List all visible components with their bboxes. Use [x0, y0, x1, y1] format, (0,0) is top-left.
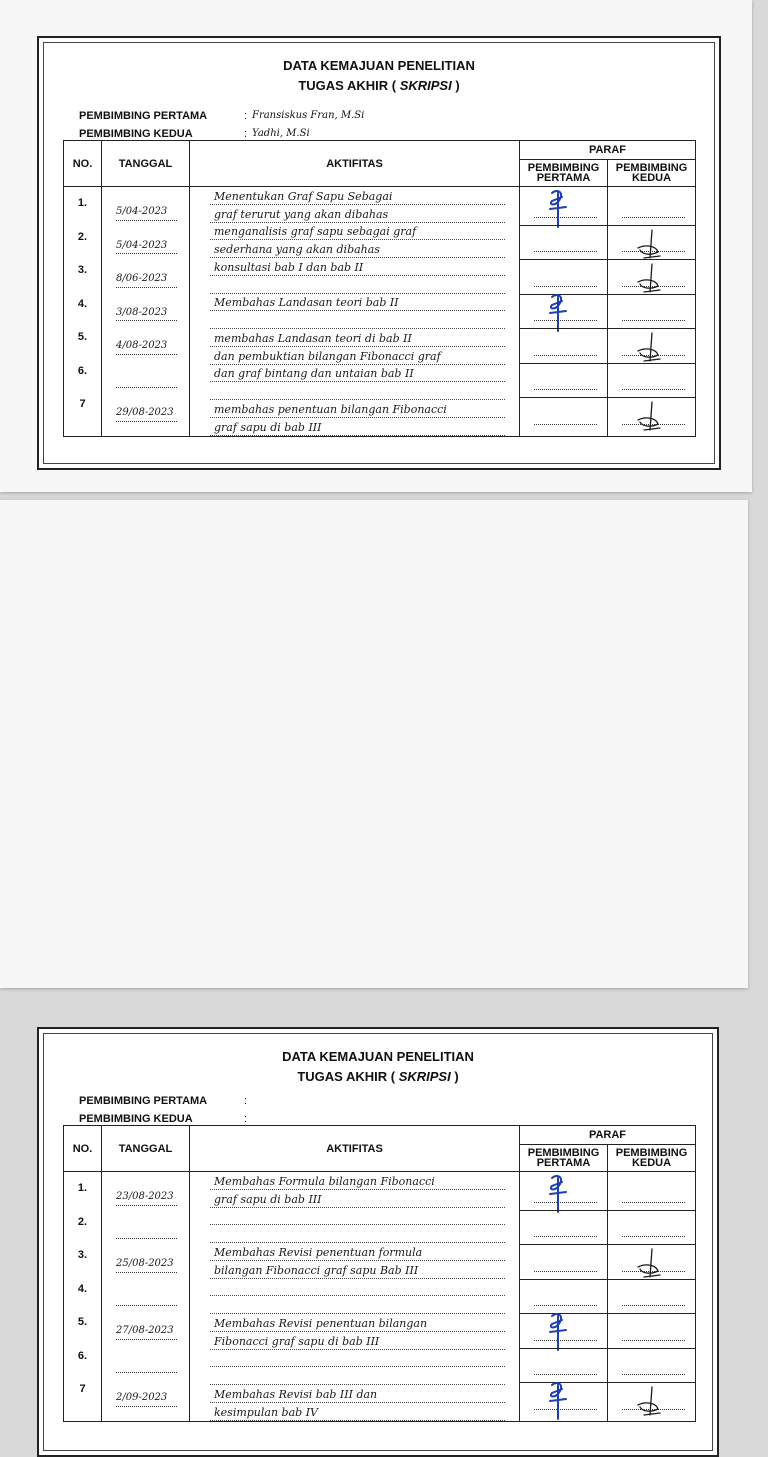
paraf-slot-supervisor2: [608, 363, 695, 398]
paraf-slot-supervisor2: [608, 1313, 695, 1348]
activity-line: [210, 1225, 505, 1243]
paraf-slot-supervisor1: [520, 1348, 607, 1383]
activity-line: [210, 223, 505, 241]
paraf-slot-supervisor2: [608, 294, 695, 329]
date-value: 5/04-2023: [116, 206, 168, 217]
activity-line: [210, 1332, 505, 1350]
paraf-slot-supervisor2: [608, 1382, 695, 1417]
activity-text: konsultasi bab I dan bab II: [214, 260, 364, 274]
date-dotted-line: [116, 421, 177, 422]
date-cell: [102, 1280, 189, 1314]
date-cell: [102, 1313, 189, 1347]
supervisor1-colon: :: [244, 110, 248, 122]
header-supervisor2: PEMBIMBING KEDUA: [608, 1145, 696, 1172]
row-number: 4.: [77, 297, 88, 310]
activity-line: [210, 1385, 505, 1403]
supervisor2-label: PEMBIMBING KEDUA: [79, 1113, 193, 1125]
activity-line: [210, 1296, 505, 1314]
activity-line: [210, 276, 505, 294]
date-dotted-line: [116, 320, 177, 321]
paraf-dotted-line: [534, 1271, 597, 1272]
paraf-slot-supervisor1: [520, 294, 607, 329]
paraf-column-supervisor1: [520, 187, 608, 437]
activity-line: [210, 240, 505, 258]
supervisor2-label: PEMBIMBING KEDUA: [79, 128, 193, 140]
row-number: 2.: [77, 230, 88, 243]
date-cell: [102, 1179, 189, 1213]
row-number: 3.: [77, 1249, 88, 1261]
header-date: TANGGAL: [102, 1126, 190, 1172]
paraf-slot-supervisor2: [608, 259, 695, 294]
date-dotted-line: [116, 354, 177, 355]
signature-icon: [632, 394, 664, 438]
header-paraf: PARAF: [520, 141, 696, 160]
activity-line: [210, 418, 505, 436]
supervisor1-label: PEMBIMBING PERTAMA: [79, 110, 208, 122]
paraf-dotted-line: [534, 355, 597, 356]
activity-line: [210, 1190, 505, 1208]
row-number: 5.: [77, 331, 88, 343]
paraf-slot-supervisor1: [520, 1313, 607, 1348]
date-dotted-line: [116, 1272, 177, 1273]
number-column: [64, 1172, 102, 1422]
activity-line: [210, 1172, 505, 1190]
activity-text: Membahas Revisi bab III dan: [214, 1387, 378, 1401]
supervisor2-colon: :: [244, 128, 248, 140]
header-paraf: PARAF: [520, 1126, 696, 1145]
header-supervisor2: PEMBIMBING KEDUA: [608, 160, 696, 187]
date-value: 4/08-2023: [116, 340, 168, 351]
date-dotted-line: [116, 1305, 177, 1306]
date-value: 3/08-2023: [116, 306, 168, 318]
activity-text: graf terurut yang akan dibahas: [214, 207, 389, 221]
activity-line: [210, 329, 505, 347]
form-title: DATA KEMAJUAN PENELITIAN: [282, 1049, 474, 1064]
paraf-dotted-line: [534, 424, 597, 425]
activity-text: membahas penentuan bilangan Fibonacci: [214, 402, 447, 416]
header-date: TANGGAL: [102, 141, 190, 187]
activity-line: [210, 1261, 505, 1279]
activity-line: [210, 311, 505, 329]
date-dotted-line: [116, 1372, 177, 1373]
date-cell: [102, 1213, 189, 1247]
paraf-slot-supervisor2: [608, 1348, 695, 1383]
date-cell: [102, 362, 189, 396]
activity-text: Fibonacci graf sapu di bab III: [214, 1334, 380, 1348]
row-number: 6.: [77, 1349, 88, 1362]
progress-table: [63, 1125, 696, 1422]
activity-text: dan graf bintang dan untaian bab II: [214, 367, 414, 381]
activity-text: membahas Landasan teori di bab II: [214, 331, 412, 345]
date-value: 23/08-2023: [116, 1191, 174, 1202]
row-number: 1.: [77, 1182, 88, 1194]
activity-line: [210, 1279, 505, 1297]
date-cell: [102, 194, 189, 228]
activity-line: [210, 365, 505, 383]
activity-line: [210, 1208, 505, 1226]
paraf-dotted-line: [534, 389, 597, 390]
paraf-slot-supervisor1: [520, 191, 607, 225]
paraf-dotted-line: [622, 320, 685, 321]
date-value: 27/08-2023: [116, 1325, 174, 1336]
paraf-slot-supervisor1: [520, 225, 607, 260]
activity-line: [210, 400, 505, 418]
activity-line: [210, 187, 505, 205]
paraf-slot-supervisor1: [520, 259, 607, 294]
paraf-dotted-line: [534, 1236, 597, 1237]
supervisor1-label: PEMBIMBING PERTAMA: [79, 1095, 208, 1107]
date-cell: [102, 395, 189, 429]
form-subtitle: TUGAS AKHIR ( SKRIPSI ): [297, 1069, 459, 1084]
paraf-dotted-line: [534, 251, 597, 252]
paraf-slot-supervisor2: [608, 1176, 695, 1210]
activity-line: [210, 1243, 505, 1261]
activity-line: [210, 382, 505, 400]
paraf-dotted-line: [534, 1305, 597, 1306]
date-value: 8/06-2023: [116, 273, 168, 284]
date-dotted-line: [116, 253, 177, 254]
paraf-slot-supervisor1: [520, 363, 607, 398]
paraf-column-supervisor1: [520, 1172, 608, 1422]
form-title: DATA KEMAJUAN PENELITIAN: [283, 58, 475, 73]
paraf-slot-supervisor1: [520, 1210, 607, 1245]
date-dotted-line: [116, 1238, 177, 1239]
paraf-slot-supervisor1: [520, 328, 607, 363]
activity-text: Menentukan Graf Sapu Sebagai: [214, 189, 393, 203]
date-dotted-line: [116, 1406, 177, 1407]
header-no: NO.: [64, 141, 102, 187]
activity-text: Membahas Formula bilangan Fibonacci: [214, 1174, 435, 1188]
row-number: 3.: [77, 264, 88, 276]
activity-column: [190, 187, 520, 437]
activity-text: menganalisis graf sapu sebagai graf: [214, 225, 417, 239]
activity-text: sederhana yang akan dibahas: [214, 243, 380, 256]
paraf-dotted-line: [622, 1236, 685, 1237]
activity-line: [210, 294, 505, 312]
paraf-dotted-line: [534, 1374, 597, 1375]
activity-line: [210, 258, 505, 276]
paraf-dotted-line: [622, 1340, 685, 1341]
activity-text: Membahas Landasan teori bab II: [214, 296, 399, 310]
paraf-dotted-line: [622, 217, 685, 218]
paraf-slot-supervisor2: [608, 1244, 695, 1279]
supervisor2-colon: :: [244, 1113, 248, 1125]
activity-line: [210, 347, 505, 365]
activity-text: graf sapu di bab III: [214, 420, 322, 434]
form-subtitle: TUGAS AKHIR ( SKRIPSI ): [298, 78, 460, 93]
header-activity: AKTIFITAS: [190, 141, 520, 187]
date-value: 5/04-2023: [116, 239, 168, 251]
date-value: 29/08-2023: [116, 407, 174, 418]
date-cell: [102, 228, 189, 262]
date-cell: [102, 1246, 189, 1280]
paraf-slot-supervisor1: [520, 397, 607, 432]
activity-text: dan pembuktian bilangan Fibonacci graf: [214, 349, 441, 363]
date-dotted-line: [116, 220, 177, 221]
header-activity: AKTIFITAS: [190, 1126, 520, 1172]
row-number: 7: [79, 1383, 86, 1395]
row-number: 6.: [77, 364, 88, 377]
date-column: [102, 1172, 190, 1422]
number-column: [64, 187, 102, 437]
paraf-column-supervisor2: [608, 187, 696, 437]
activity-line: [210, 205, 505, 223]
row-number: 4.: [77, 1282, 88, 1295]
supervisor2-value: Yadhi, M.Si: [252, 128, 310, 139]
date-value: 25/08-2023: [116, 1258, 174, 1269]
activity-column: [190, 1172, 520, 1422]
date-cell: [102, 1380, 189, 1414]
form-bottom: [37, 1027, 719, 1457]
activity-text: Membahas Revisi penentuan bilangan: [214, 1316, 428, 1330]
progress-table: [63, 140, 696, 437]
header-supervisor1: PEMBIMBING PERTAMA: [520, 160, 608, 187]
paraf-dotted-line: [622, 389, 685, 390]
header-no: NO.: [64, 1126, 102, 1172]
form-top: [37, 36, 721, 470]
paraf-dotted-line: [622, 1202, 685, 1203]
activity-line: [210, 1350, 505, 1368]
date-cell: [102, 1347, 189, 1381]
row-number: 2.: [77, 1215, 88, 1228]
activity-text: Membahas Revisi penentuan formula: [214, 1245, 423, 1259]
date-dotted-line: [116, 287, 177, 288]
paraf-slot-supervisor1: [520, 1244, 607, 1279]
paraf-slot-supervisor2: [608, 225, 695, 260]
activity-text: bilangan Fibonacci graf sapu Bab III: [214, 1263, 419, 1277]
activity-line: [210, 1403, 505, 1421]
paraf-slot-supervisor2: [608, 328, 695, 363]
date-cell: [102, 328, 189, 362]
paraf-dotted-line: [622, 1374, 685, 1375]
date-dotted-line: [116, 1205, 177, 1206]
paraf-slot-supervisor2: [608, 191, 695, 225]
paraf-dotted-line: [622, 1305, 685, 1306]
activity-text: graf sapu di bab III: [214, 1192, 322, 1206]
paraf-slot-supervisor1: [520, 1382, 607, 1417]
activity-text: kesimpulan bab IV: [214, 1405, 318, 1419]
activity-line: [210, 1314, 505, 1332]
date-dotted-line: [116, 387, 177, 388]
row-number: 5.: [77, 1316, 88, 1328]
date-cell: [102, 261, 189, 295]
supervisor1-colon: :: [244, 1095, 248, 1107]
signature-icon: [542, 1379, 574, 1423]
row-number: 7: [79, 398, 86, 410]
activity-line: [210, 1367, 505, 1385]
paraf-column-supervisor2: [608, 1172, 696, 1422]
paraf-slot-supervisor1: [520, 1279, 607, 1314]
row-number: 1.: [77, 197, 88, 209]
paraf-slot-supervisor2: [608, 1279, 695, 1314]
paraf-dotted-line: [534, 286, 597, 287]
paraf-slot-supervisor2: [608, 1210, 695, 1245]
page-bottom: [0, 500, 748, 1419]
date-cell: [102, 295, 189, 329]
date-value: 2/09-2023: [116, 1392, 168, 1403]
header-supervisor1: PEMBIMBING PERTAMA: [520, 1145, 608, 1172]
signature-icon: [632, 1379, 664, 1423]
paraf-slot-supervisor2: [608, 397, 695, 432]
paraf-slot-supervisor1: [520, 1176, 607, 1210]
page-top: [0, 0, 752, 492]
date-column: [102, 187, 190, 437]
date-dotted-line: [116, 1339, 177, 1340]
supervisor1-value: Fransiskus Fran, M.Si: [252, 110, 365, 121]
